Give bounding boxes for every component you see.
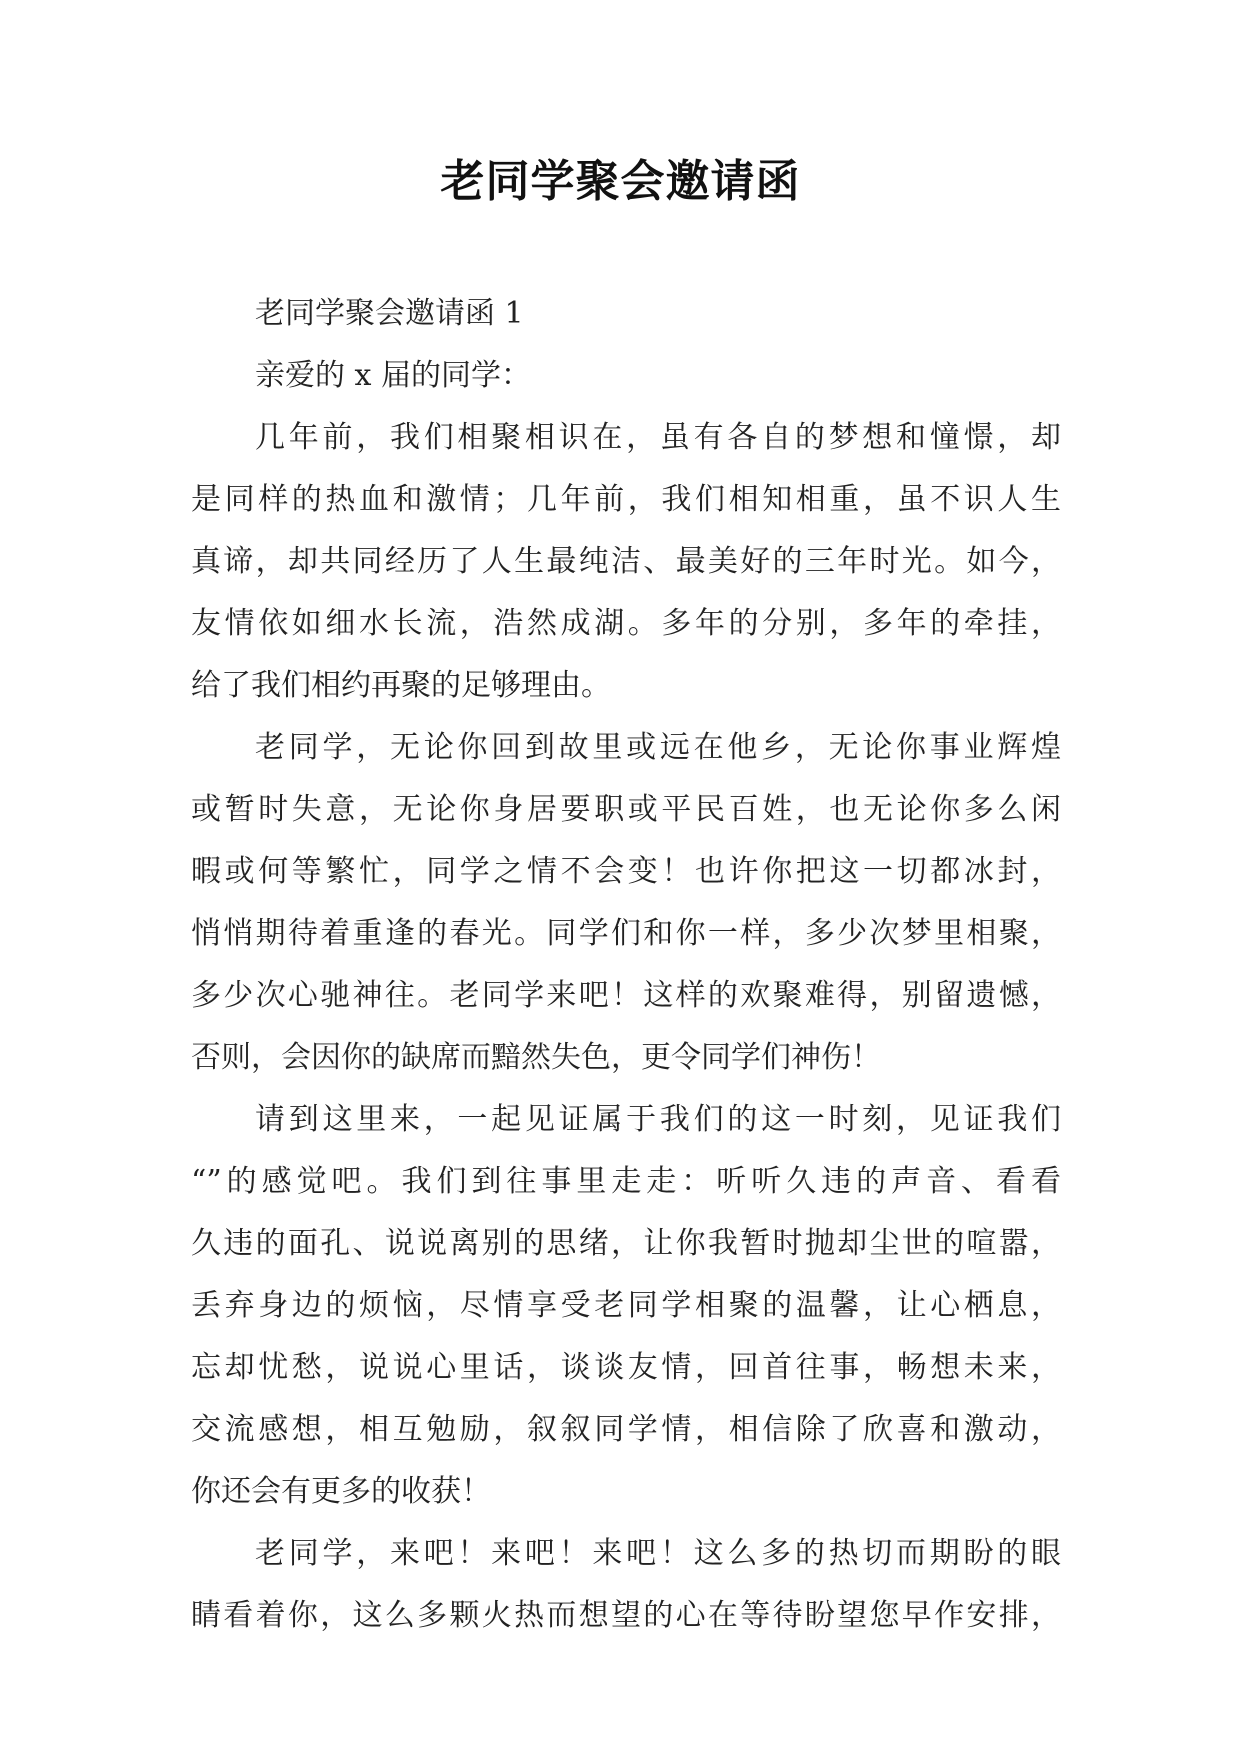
paragraph-line: 老同学，来吧！来吧！来吧！这么多的热切而期盼的眼 — [255, 1536, 1061, 1571]
paragraph-line: 久违的面孔、说说离别的思绪，让你我暂时抛却尘世的喧嚣， — [191, 1226, 1061, 1261]
document-body — [191, 283, 1061, 1647]
paragraph-line: 你还会有更多的收获！ — [191, 1474, 491, 1509]
greeting-line: 亲爱的 x 届的同学： — [255, 358, 531, 393]
paragraph-line: 悄悄期待着重逢的春光。同学们和你一样，多少次梦里相聚， — [191, 916, 1061, 951]
paragraph-line: 暇或何等繁忙，同学之情不会变！也许你把这一切都冰封， — [191, 854, 1061, 889]
document-title: 老同学聚会邀请函 — [440, 156, 801, 207]
paragraph-line: 忘却忧愁，说说心里话，谈谈友情，回首往事，畅想未来， — [191, 1350, 1061, 1385]
paragraph-line: 交流感想，相互勉励，叙叙同学情，相信除了欣喜和激动， — [191, 1412, 1061, 1447]
paragraph-line: 否则，会因你的缺席而黯然失色，更令同学们神伤！ — [191, 1040, 881, 1075]
paragraph-line: 或暂时失意，无论你身居要职或平民百姓，也无论你多么闲 — [191, 792, 1061, 827]
document-subtitle: 老同学聚会邀请函 1 — [255, 296, 524, 331]
paragraph-line: 给了我们相约再聚的足够理由。 — [191, 668, 611, 703]
paragraph-line: “”的感觉吧。我们到往事里走走：听听久违的声音、看看 — [191, 1164, 1061, 1199]
paragraph-line: 友情依如细水长流，浩然成湖。多年的分别，多年的牵挂， — [191, 606, 1061, 641]
paragraph-line: 老同学，无论你回到故里或远在他乡，无论你事业辉煌 — [255, 730, 1061, 765]
paragraph-line: 是同样的热血和激情；几年前，我们相知相重，虽不识人生 — [191, 482, 1061, 517]
paragraph-line: 多少次心驰神往。老同学来吧！这样的欢聚难得，别留遗憾， — [191, 978, 1061, 1013]
paragraph-line: 请到这里来，一起见证属于我们的这一时刻，见证我们 — [255, 1102, 1061, 1137]
paragraph-line: 几年前，我们相聚相识在，虽有各自的梦想和憧憬，却 — [255, 420, 1061, 455]
paragraph-line: 睛看着你，这么多颗火热而想望的心在等待盼望您早作安排， — [191, 1598, 1061, 1633]
paragraph-line: 真谛，却共同经历了人生最纯洁、最美好的三年时光。如今， — [191, 544, 1061, 579]
paragraph-line: 丢弃身边的烦恼，尽情享受老同学相聚的温馨，让心栖息， — [191, 1288, 1061, 1323]
